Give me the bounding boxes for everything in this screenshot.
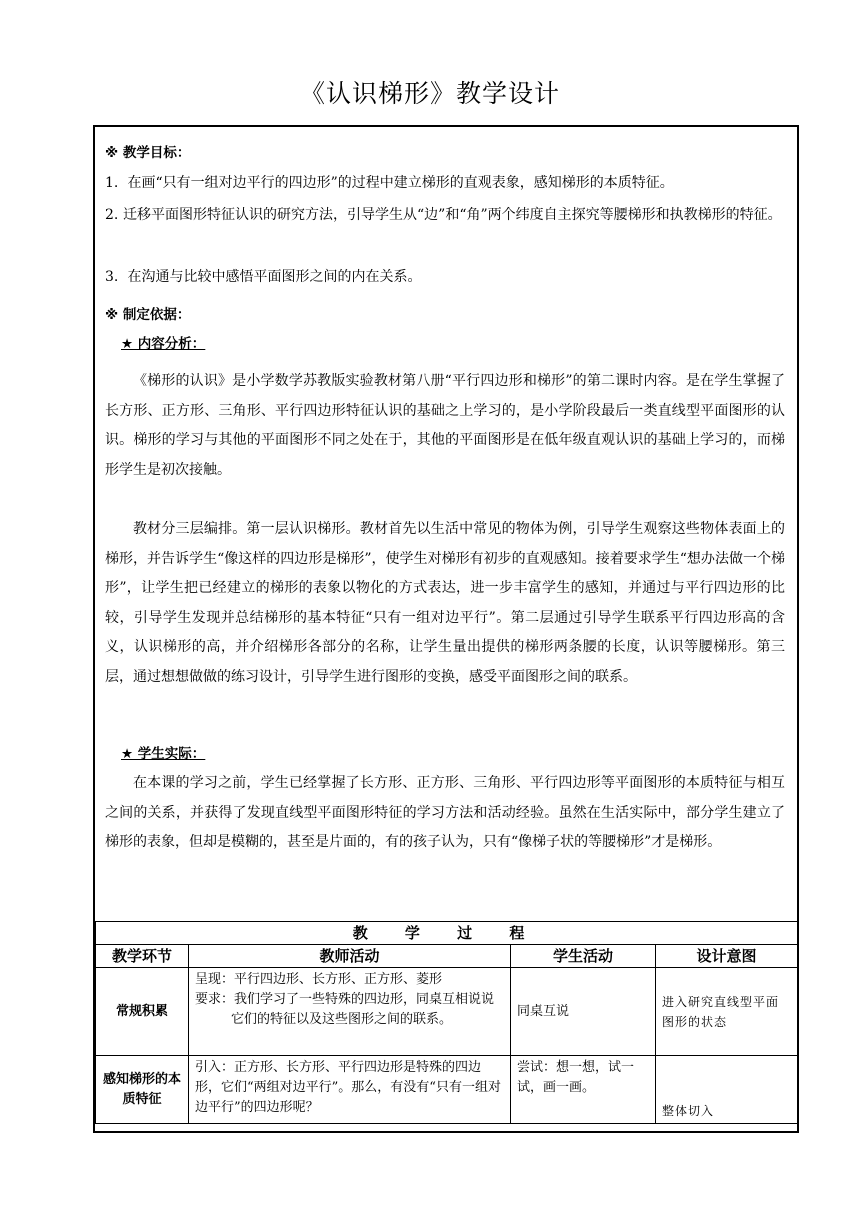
student-cell: 同桌互说	[511, 968, 656, 1056]
goal-num: 2.	[105, 207, 119, 223]
basis-heading: ※ 制定依据：	[105, 307, 191, 323]
content-paragraph-1: 《梯形的认识》是小学数学苏教版实验教材第八册“平行四边形和梯形”的第二课时内容。是在学生掌握了长方形、正方形、三角形、平行四边形特征认识的基础之上学习的，是小学阶段最后一类直线型平面图形的认识。梯形的学习与其他的平面图形不同之处在于，其他的平面图形是在低年级直观认识的基础上学习的，而梯形学生是初次接触。	[105, 373, 785, 478]
goal-text: 在画“只有一组对边平行的四边形”的过程中建立梯形的直观表象，感知梯形的本质特征。	[127, 175, 674, 191]
goal-item-3	[105, 263, 795, 292]
goal-item-2	[105, 201, 795, 230]
table-row	[96, 1056, 798, 1124]
intent-cell: 整体切入	[656, 1056, 798, 1124]
goal-text: 迁移平面图形特征认识的研究方法，引导学生从“边”和“角”两个纬度自主探究等腰梯形和执教梯形的特征。	[123, 207, 782, 223]
stage-cell: 常规积累	[96, 968, 189, 1056]
objectives-section	[95, 127, 797, 921]
header-teacher: 教师活动	[189, 945, 511, 968]
goal-item-1	[105, 169, 795, 198]
header-student: 学生活动	[511, 945, 656, 968]
goals-heading: ※ 教学目标：	[105, 145, 191, 161]
teacher-present: 呈现：平行四边形、长方形、正方形、菱形	[195, 972, 443, 987]
intent-cell: 进入研究直线型平面图形的状态	[656, 968, 798, 1056]
process-table	[95, 921, 798, 1124]
goal-text: 在沟通与比较中感悟平面图形之间的内在关系。	[127, 269, 422, 285]
stage-cell: 感知梯形的本质特征	[96, 1056, 189, 1124]
teacher-cell: 引入：正方形、长方形、平行四边形是特殊的四边形，它们“两组对边平行”。那么，有没有“只有一组对边平行”的四边形呢？	[189, 1056, 511, 1124]
teacher-cell	[189, 968, 511, 1056]
table-row	[96, 968, 798, 1056]
header-intent: 设计意图	[656, 945, 798, 968]
student-situation-heading: ★ 学生实际：	[121, 746, 206, 762]
student-paragraph: 在本课的学习之前，学生已经掌握了长方形、正方形、三角形、平行四边形等平面图形的本质特征与相互之间的关系，并获得了发现直线型平面图形特征的学习方法和活动经验。虽然在生活实际中，部分学生建立了梯形的表象，但却是模糊的，甚至是片面的，有的孩子认为，只有“像梯子状的等腰梯形”才是梯形。	[105, 775, 785, 851]
process-caption: 教 学 过 程	[96, 922, 798, 945]
teacher-request: 要求：我们学习了一些特殊的四边形，同桌互相说说它们的特征以及这些图形之间的联系。	[195, 992, 495, 1027]
student-cell: 尝试：想一想，试一试，画一画。	[511, 1056, 656, 1124]
content-analysis-heading: ★ 内容分析：	[121, 336, 206, 352]
page-title: 《认识梯形》教学设计	[299, 79, 560, 108]
header-stage: 教学环节	[96, 945, 189, 968]
goal-num: 1.	[105, 175, 119, 191]
goal-num: 3.	[105, 269, 119, 285]
content-paragraph-2: 教材分三层编排。第一层认识梯形。教材首先以生活中常见的物体为例，引导学生观察这些物体表面上的梯形，并告诉学生“像这样的四边形是梯形”，使学生对梯形有初步的直观感知。接着要求学生“想办法做一个梯形”，让学生把已经建立的梯形的表象以物化的方式表达，进一步丰富学生的感知，并通过与平行四边形的比较，引导学生发现并总结梯形的基本特征“只有一组对边平行”。第二层通过引导学生联系平行四边形高的含义，认识梯形的高，并介绍梯形各部分的名称，让学生量出提供的梯形两条腰的长度，认识等腰梯形。第三层，通过想想做做的练习设计，引导学生进行图形的变换，感受平面图形之间的联系。	[105, 521, 785, 685]
document-frame	[93, 125, 799, 1133]
